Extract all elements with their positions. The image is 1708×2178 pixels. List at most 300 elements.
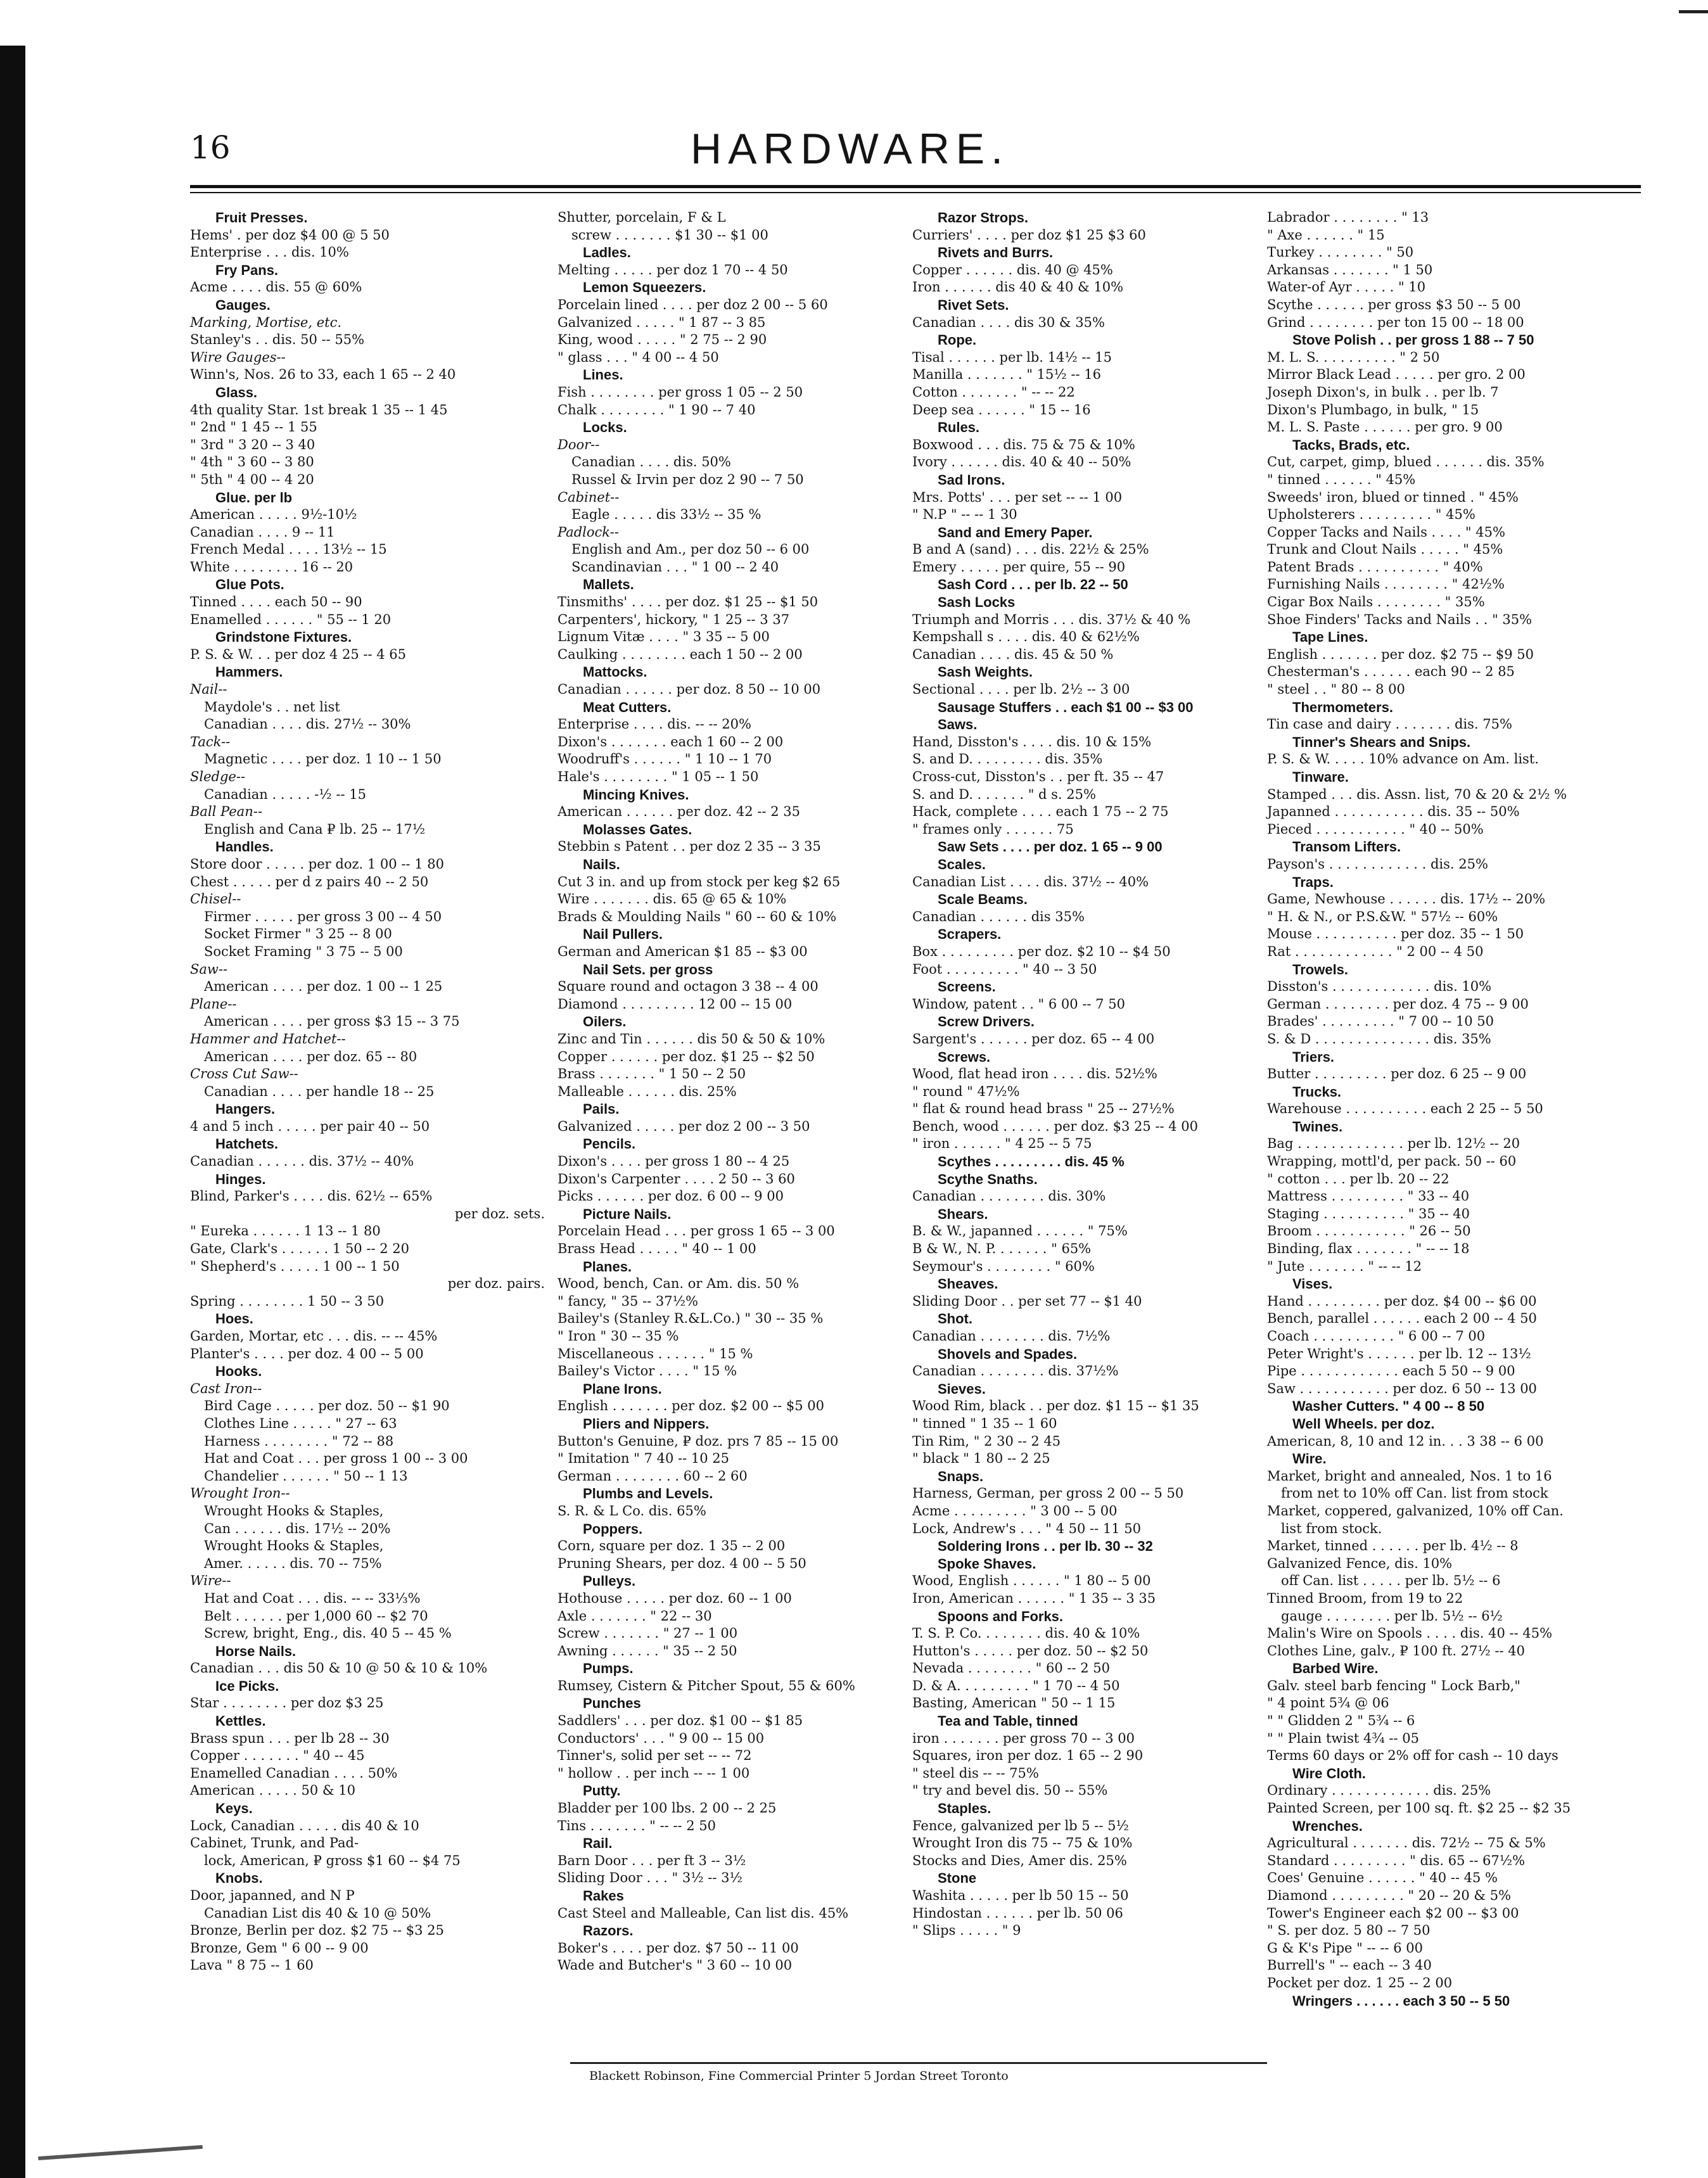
price-category-heading: Trowels.	[1292, 961, 1349, 978]
price-category-heading: Saw Sets . . . . per doz. 1 65 -- 9 00	[938, 839, 1163, 855]
price-category-heading: Hammers.	[215, 664, 283, 680]
price-entry: " Eureka . . . . . . 1 13 -- 1 80	[190, 1223, 381, 1239]
price-entry: Amer. . . . . . dis. 70 -- 75%	[204, 1555, 382, 1571]
price-entry: 4th quality Star. 1st break 1 35 -- 1 45	[190, 402, 448, 417]
price-category-heading: Tacks, Brads, etc.	[1292, 436, 1410, 453]
price-entry: Eagle . . . . . dis 33½ -- 35 %	[571, 507, 762, 523]
price-category-heading: Tinware.	[1292, 769, 1349, 785]
price-entry: Market, tinned . . . . . . per lb. 4½ -- 8	[1267, 1538, 1519, 1554]
price-category-heading: Pliers and Nippers.	[583, 1415, 710, 1432]
price-entry: Door--	[558, 436, 600, 452]
price-entry: lock, American, ₽ gross $1 60 -- $4 75	[204, 1852, 461, 1868]
price-entry: " cotton . . . per lb. 20 -- 22	[1267, 1171, 1450, 1187]
price-entry: Binding, flax . . . . . . . " -- -- 18	[1267, 1241, 1470, 1257]
price-entry: Canadian . . . . . . . . dis. 37½%	[912, 1363, 1119, 1379]
price-entry: Zinc and Tin . . . . . . dis 50 & 50 & 10%	[558, 1031, 825, 1047]
price-entry: Coes' Genuine . . . . . . " 40 -- 45 %	[1267, 1870, 1498, 1886]
price-category-heading: Tea and Table, tinned	[938, 1713, 1078, 1729]
price-entry: Winn's, Nos. 26 to 33, each 1 65 -- 2 40	[190, 367, 456, 383]
price-category-heading: Wire.	[1292, 1451, 1327, 1467]
page-number: 16	[190, 129, 231, 166]
price-entry: " black " 1 80 -- 2 25	[912, 1451, 1050, 1467]
price-category-heading: Putty.	[583, 1783, 621, 1799]
price-entry: American . . . . per gross $3 15 -- 3 75	[204, 1014, 460, 1029]
price-entry: Galvanized . . . . . per doz 2 00 -- 3 50	[558, 1118, 810, 1134]
price-entry: French Medal . . . . 13½ -- 15	[190, 542, 387, 557]
price-category-heading: Punches	[583, 1695, 641, 1712]
price-entry: Sectional . . . . per lb. 2½ -- 3 00	[912, 682, 1130, 697]
price-category-heading: Sieves.	[938, 1380, 986, 1397]
price-category-heading: Nail Sets. per gross	[583, 961, 713, 978]
price-entry: gauge . . . . . . . . per lb. 5½ -- 6½	[1281, 1608, 1503, 1624]
price-entry: Copper . . . . . . dis. 40 @ 45%	[912, 262, 1113, 277]
price-category-heading: Rail.	[583, 1835, 613, 1852]
price-entry: Tinned Broom, from 19 to 22	[1267, 1590, 1463, 1606]
price-entry: English and Am., per doz 50 -- 6 00	[571, 542, 810, 557]
price-entry: Scandinavian . . . " 1 00 -- 2 40	[571, 559, 779, 575]
price-category-heading: Pumps.	[583, 1660, 634, 1677]
price-entry: Bag . . . . . . . . . . . . . per lb. 12½ -- 20	[1267, 1136, 1520, 1152]
price-entry: Ivory . . . . . . dis. 40 & 40 -- 50%	[912, 454, 1131, 470]
price-entry: " try and bevel dis. 50 -- 55%	[912, 1783, 1108, 1799]
price-entry: Wrought Hooks & Staples,	[204, 1538, 384, 1554]
price-entry: Window, patent . . " 6 00 -- 7 50	[912, 996, 1125, 1012]
price-category-heading: Rules.	[938, 419, 980, 436]
price-entry: " steel . . " 80 -- 8 00	[1267, 682, 1405, 697]
price-entry: Arkansas . . . . . . . " 1 50	[1267, 262, 1433, 277]
price-category-heading: Glue. per lb	[215, 489, 293, 506]
price-entry: Lignum Vitæ . . . . " 3 35 -- 5 00	[558, 629, 770, 645]
price-entry: Market, coppered, galvanized, 10% off Can.	[1267, 1503, 1564, 1519]
price-entry: S. R. & L Co. dis. 65%	[558, 1503, 706, 1519]
price-entry: Boxwood . . . dis. 75 & 75 & 10%	[912, 436, 1135, 452]
price-entry: Lava " 8 75 -- 1 60	[190, 1958, 314, 1973]
price-category-heading: Spoke Shaves.	[938, 1555, 1036, 1572]
price-entry: American . . . . . 9½-10½	[190, 507, 357, 523]
price-entry: Peter Wright's . . . . . . per lb. 12 -- 13½	[1267, 1346, 1531, 1361]
price-entry: D. & A. . . . . . . . . " 1 70 -- 4 50	[912, 1678, 1120, 1693]
price-entry: Manilla . . . . . . . " 15½ -- 16	[912, 367, 1102, 383]
price-entry: Wood Rim, black . . per doz. $1 15 -- $1 35	[912, 1398, 1199, 1414]
price-category-heading: Picture Nails.	[583, 1206, 672, 1222]
price-entry: Pruning Shears, per doz. 4 00 -- 5 50	[558, 1555, 806, 1571]
price-entry: Diamond . . . . . . . . . 12 00 -- 15 00	[558, 996, 793, 1012]
price-entry: Japanned . . . . . . . . . . . dis. 35 -- 50%	[1267, 804, 1520, 820]
price-category-heading: Sash Weights.	[938, 664, 1033, 680]
price-category-heading: Horse Nails.	[215, 1643, 296, 1659]
price-entry: Tack--	[190, 734, 231, 749]
price-entry: Tins . . . . . . . " -- -- 2 50	[558, 1818, 716, 1833]
price-entry: Nail--	[190, 682, 227, 697]
price-entry: Dixon's Carpenter . . . . 2 50 -- 3 60	[558, 1171, 795, 1187]
price-entry: " Jute . . . . . . . " -- -- 12	[1267, 1258, 1422, 1274]
price-entry: " S. per doz. 5 80 -- 7 50	[1267, 1923, 1431, 1939]
price-entry: Miscellaneous . . . . . . " 15 %	[558, 1346, 753, 1361]
price-entry: Blind, Parker's . . . . dis. 62½ -- 65%	[190, 1188, 433, 1204]
price-entry: Barn Door . . . per ft 3 -- 3½	[558, 1852, 746, 1868]
price-entry: Harness, German, per gross 2 00 -- 5 50	[912, 1486, 1184, 1501]
price-entry: Canadian . . . . . . dis 35%	[912, 908, 1085, 924]
price-entry: Tower's Engineer each $2 00 -- $3 00	[1267, 1905, 1519, 1921]
price-entry: Pocket per doz. 1 25 -- 2 00	[1267, 1975, 1453, 1990]
price-entry: B. & W., japanned . . . . . . " 75%	[912, 1223, 1128, 1239]
price-entry: Canadian . . . . . -½ -- 15	[204, 786, 366, 802]
price-category-heading: Rakes	[583, 1888, 624, 1904]
price-entry: American . . . . . 50 & 10	[190, 1783, 355, 1799]
price-entry: Harness . . . . . . . . " 72 -- 88	[204, 1433, 394, 1449]
price-entry: Chandelier . . . . . . " 50 -- 1 13	[204, 1468, 408, 1484]
price-category-heading: Planes.	[583, 1258, 632, 1275]
price-category-heading: Pulleys.	[583, 1573, 636, 1589]
price-entry: Saw--	[190, 961, 228, 977]
price-entry: American . . . . per doz. 1 00 -- 1 25	[204, 979, 443, 995]
price-entry: Corn, square per doz. 1 35 -- 2 00	[558, 1538, 786, 1554]
price-entry: Staging . . . . . . . . . . " 35 -- 40	[1267, 1206, 1470, 1221]
price-entry: Screw, bright, Eng., dis. 40 5 -- 45 %	[204, 1626, 452, 1641]
price-entry: Disston's . . . . . . . . . . . . dis. 10%	[1267, 979, 1492, 995]
price-entry: off Can. list . . . . . per lb. 5½ -- 6	[1281, 1573, 1501, 1589]
price-entry: Sliding Door . . . " 3½ -- 3½	[558, 1870, 742, 1886]
price-entry: Stocks and Dies, Amer dis. 25%	[912, 1852, 1127, 1868]
price-entry: Enamelled Canadian . . . . 50%	[190, 1765, 398, 1781]
price-category-heading: Hatchets.	[215, 1136, 279, 1152]
price-entry: Patent Brads . . . . . . . . . . " 40%	[1267, 559, 1483, 575]
price-entry: Grind . . . . . . . . per ton 15 00 -- 18 00	[1267, 314, 1524, 330]
price-entry: Stanley's . . dis. 50 -- 55%	[190, 332, 365, 348]
price-entry: Joseph Dixon's, in bulk . . per lb. 7	[1267, 384, 1499, 400]
price-entry: Cabinet, Trunk, and Pad-	[190, 1835, 359, 1851]
header-rule	[190, 185, 1641, 188]
price-entry: Game, Newhouse . . . . . . dis. 17½ -- 20%	[1267, 891, 1546, 907]
price-entry: Gate, Clark's . . . . . . 1 50 -- 2 20	[190, 1241, 409, 1257]
price-entry: Can . . . . . . dis. 17½ -- 20%	[204, 1520, 391, 1536]
price-entry: Wrapping, mottl'd, per pack. 50 -- 60	[1267, 1154, 1517, 1169]
price-entry: B and A (sand) . . . dis. 22½ & 25%	[912, 542, 1149, 557]
price-entry: Canadian . . . . . . . . dis. 30%	[912, 1188, 1106, 1204]
price-category-heading: Sausage Stuffers . . each $1 00 -- $3 00	[938, 699, 1194, 715]
price-entry: Woodruff's . . . . . . " 1 10 -- 1 70	[558, 751, 772, 767]
price-entry: Cigar Box Nails . . . . . . . . " 35%	[1267, 594, 1485, 610]
price-entry: Ordinary . . . . . . . . . . . . dis. 25%	[1267, 1783, 1491, 1799]
price-entry: Carpenters', hickory, " 1 25 -- 3 37	[558, 611, 790, 627]
price-category-heading: Ice Picks.	[215, 1678, 279, 1694]
price-entry: Warehouse . . . . . . . . . . each 2 25 -- 5 50	[1267, 1101, 1543, 1117]
price-category-heading: Rivet Sets.	[938, 296, 1009, 313]
price-entry: Canadian . . . . . . per doz. 8 50 -- 10 00	[558, 682, 821, 697]
price-entry: " " Plain twist 4¾ -- 05	[1267, 1730, 1419, 1746]
price-entry: Market, bright and annealed, Nos. 1 to 16	[1267, 1468, 1552, 1484]
price-entry: " " Glidden 2 " 5¾ -- 6	[1267, 1713, 1415, 1729]
footer-rule	[570, 2062, 1267, 2064]
price-entry: Burrell's " -- each -- 3 40	[1267, 1958, 1432, 1973]
price-entry: Store door . . . . . per doz. 1 00 -- 1 80	[190, 856, 444, 872]
price-category-heading: Glass.	[215, 384, 258, 400]
price-entry: Hack, complete . . . . each 1 75 -- 2 75	[912, 804, 1169, 820]
price-entry: Bailey's Victor . . . . " 15 %	[558, 1363, 737, 1379]
price-entry: Hand . . . . . . . . . per doz. $4 00 -- $6 00	[1267, 1293, 1537, 1309]
price-category-heading: Ladles.	[583, 245, 631, 261]
price-entry: Star . . . . . . . . per doz $3 25	[190, 1695, 384, 1711]
price-entry: Kempshall s . . . . dis. 40 & 62½%	[912, 629, 1140, 645]
price-entry: Hutton's . . . . . per doz. 50 -- $2 50	[912, 1643, 1149, 1659]
price-category-heading: Razors.	[583, 1923, 634, 1939]
price-entry: Spring . . . . . . . . 1 50 -- 3 50	[190, 1293, 385, 1309]
price-entry: Wire . . . . . . . dis. 65 @ 65 & 10%	[558, 891, 787, 907]
price-entry: Triumph and Morris . . . dis. 37½ & 40 %	[912, 611, 1191, 627]
price-entry: Shoe Finders' Tacks and Nails . . " 35%	[1267, 611, 1533, 627]
price-entry: Conductors' . . . " 9 00 -- 15 00	[558, 1730, 765, 1746]
price-entry: American . . . . . . per doz. 42 -- 2 35	[558, 804, 800, 820]
price-entry: Tin case and dairy . . . . . . . dis. 75%	[1267, 716, 1512, 732]
scan-smudge	[38, 2145, 203, 2160]
price-category-heading: Gauges.	[215, 296, 271, 313]
price-entry: Wrought Iron dis 75 -- 75 & 10%	[912, 1835, 1133, 1851]
price-entry: German . . . . . . . . per doz. 4 75 -- 9 00	[1267, 996, 1529, 1012]
price-entry: Coach . . . . . . . . . . " 6 00 -- 7 00	[1267, 1328, 1486, 1344]
price-category-heading: Oilers.	[583, 1014, 627, 1030]
price-category-heading: Nail Pullers.	[583, 926, 663, 943]
price-category-heading: Saws.	[938, 716, 978, 733]
price-category-heading: Sash Locks	[938, 594, 1016, 611]
price-entry: Mrs. Potts' . . . per set -- -- 1 00	[912, 489, 1123, 505]
price-category-heading: Shears.	[938, 1206, 988, 1222]
price-entry: Rat . . . . . . . . . . . . " 2 00 -- 4 50	[1267, 943, 1484, 959]
price-entry: Malin's Wire on Spools . . . . dis. 40 -- 45%	[1267, 1626, 1553, 1641]
price-entry: Hems' . per doz $4 00 @ 5 50	[190, 227, 390, 243]
price-category-heading: Washer Cutters. " 4 00 -- 8 50	[1292, 1398, 1485, 1415]
price-entry: Chest . . . . . per d z pairs 40 -- 2 50	[190, 874, 429, 889]
price-entry: Socket Framing " 3 75 -- 5 00	[204, 943, 403, 959]
price-entry: per doz. sets.	[454, 1206, 545, 1221]
price-entry: Terms 60 days or 2% off for cash -- 10 days	[1267, 1748, 1558, 1764]
price-category-heading: Plane Irons.	[583, 1380, 662, 1397]
price-entry: Wade and Butcher's " 3 60 -- 10 00	[558, 1958, 793, 1973]
price-entry: Cast Steel and Malleable, Can list dis. 45%	[558, 1905, 849, 1921]
price-entry: Upholsterers . . . . . . . . . " 45%	[1267, 507, 1475, 523]
price-category-heading: Handles.	[215, 839, 274, 855]
price-entry: Cross Cut Saw--	[190, 1066, 298, 1082]
price-entry: Sargent's . . . . . . per doz. 65 -- 4 00	[912, 1031, 1155, 1047]
price-entry: Scythe . . . . . . per gross $3 50 -- 5 00	[1267, 296, 1521, 312]
price-entry: " 3rd " 3 20 -- 3 40	[190, 436, 315, 452]
price-entry: Screw . . . . . . . " 27 -- 1 00	[558, 1626, 738, 1641]
price-entry: Brass spun . . . per lb 28 -- 30	[190, 1730, 390, 1746]
price-entry: Firmer . . . . . per gross 3 00 -- 4 50	[204, 908, 442, 924]
price-entry: Ball Pean--	[190, 804, 262, 820]
price-entry: Mouse . . . . . . . . . . per doz. 35 -- 1 50	[1267, 926, 1524, 942]
price-category-heading: Plumbs and Levels.	[583, 1486, 713, 1502]
price-entry: " round " 47½%	[912, 1083, 1020, 1099]
price-entry: Lock, Canadian . . . . . dis 40 & 10	[190, 1818, 419, 1833]
price-category-heading: Fruit Presses.	[215, 210, 308, 226]
price-entry: Saddlers' . . . per doz. $1 00 -- $1 85	[558, 1713, 803, 1729]
price-entry: Hand, Disston's . . . . dis. 10 & 15%	[912, 734, 1152, 749]
price-entry: Diamond . . . . . . . . . " 20 -- 20 & 5%	[1267, 1888, 1512, 1903]
price-entry: Galvanized . . . . . " 1 87 -- 3 85	[558, 314, 766, 330]
price-category-heading: Well Wheels. per doz.	[1292, 1415, 1435, 1432]
price-entry: Mirror Black Lead . . . . . per gro. 2 00	[1267, 367, 1526, 383]
price-entry: Wood, bench, Can. or Am. dis. 50 %	[558, 1276, 800, 1292]
price-entry: Boker's . . . . per doz. $7 50 -- 11 00	[558, 1940, 799, 1956]
price-category-heading: Razor Strops.	[938, 210, 1029, 226]
price-entry: " Imitation " 7 40 -- 10 25	[558, 1451, 729, 1467]
price-category-heading: Triers.	[1292, 1048, 1335, 1065]
price-entry: Door, japanned, and N P	[190, 1888, 355, 1903]
price-category-heading: Barbed Wire.	[1292, 1660, 1379, 1677]
price-column-2	[558, 209, 912, 1973]
price-category-heading: Shot.	[938, 1311, 972, 1327]
price-entry: Hindostan . . . . . . per lb. 50 06	[912, 1905, 1123, 1921]
price-entry: " N.P " -- -- 1 30	[912, 507, 1017, 523]
price-entry: Maydole's . . net list	[204, 699, 340, 715]
price-entry: screw . . . . . . . $1 30 -- $1 00	[571, 227, 768, 243]
price-category-heading: Glue Pots.	[215, 576, 284, 593]
price-entry: Foot . . . . . . . . . " 40 -- 3 50	[912, 961, 1097, 977]
price-entry: Awning . . . . . . " 35 -- 2 50	[558, 1643, 737, 1659]
price-entry: Washita . . . . . per lb 50 15 -- 50	[912, 1888, 1129, 1903]
price-entry: Socket Firmer " 3 25 -- 8 00	[204, 926, 392, 942]
price-entry: Wood, English . . . . . . " 1 80 -- 5 00	[912, 1573, 1151, 1589]
price-entry: Deep sea . . . . . . " 15 -- 16	[912, 402, 1091, 417]
price-entry: Wire Gauges--	[190, 349, 286, 365]
price-category-heading: Wrenches.	[1292, 1818, 1363, 1834]
price-entry: Button's Genuine, ₽ doz. prs 7 85 -- 15 00	[558, 1433, 839, 1449]
price-entry: Belt . . . . . . per 1,000 60 -- $2 70	[204, 1608, 428, 1624]
price-category-heading: Sheaves.	[938, 1276, 998, 1292]
price-entry: " 5th " 4 00 -- 4 20	[190, 471, 314, 487]
price-category-heading: Scythe Snaths.	[938, 1171, 1038, 1187]
price-entry: 4 and 5 inch . . . . . per pair 40 -- 50	[190, 1118, 430, 1134]
price-entry: Sweeds' iron, blued or tinned . " 45%	[1267, 489, 1519, 505]
price-entry: Copper . . . . . . per doz. $1 25 -- $2 50	[558, 1048, 815, 1064]
price-entry: Rumsey, Cistern & Pitcher Spout, 55 & 60%	[558, 1678, 855, 1693]
price-entry: Tinned . . . . each 50 -- 90	[190, 594, 362, 610]
price-category-heading: Stone	[938, 1870, 977, 1887]
price-entry: Galv. steel barb fencing " Lock Barb,"	[1267, 1678, 1521, 1693]
price-entry: Hale's . . . . . . . . " 1 05 -- 1 50	[558, 769, 759, 784]
price-entry: " glass . . . " 4 00 -- 4 50	[558, 349, 719, 365]
price-category-heading: Nails.	[583, 856, 620, 872]
price-category-heading: Mattocks.	[583, 664, 647, 680]
price-category-heading: Mallets.	[583, 576, 634, 593]
price-entry: Canadian . . . . . . dis. 37½ -- 40%	[190, 1154, 414, 1169]
price-entry: Hat and Coat . . . per gross 1 00 -- 3 00	[204, 1451, 468, 1467]
price-entry: Bailey's (Stanley R.&L.Co.) " 30 -- 35 %	[558, 1311, 824, 1327]
price-entry: Bladder per 100 lbs. 2 00 -- 2 25	[558, 1800, 777, 1816]
price-column-4	[1267, 209, 1622, 2009]
price-entry: Marking, Mortise, etc.	[190, 314, 342, 330]
price-entry: Chesterman's . . . . . . each 90 -- 2 85	[1267, 664, 1515, 680]
price-entry: Wire--	[190, 1573, 231, 1589]
price-entry: Cut, carpet, gimp, blued . . . . . . dis. 35%	[1267, 454, 1545, 470]
price-entry: Clothes Line, galv., ₽ 100 ft. 27½ -- 40	[1267, 1643, 1526, 1659]
price-entry: S. & D . . . . . . . . . . . . . . dis. 35%	[1267, 1031, 1491, 1047]
price-entry: Trunk and Clout Nails . . . . . " 45%	[1267, 542, 1503, 557]
price-category-heading: Hooks.	[215, 1363, 262, 1380]
price-entry: P. S. & W. . . per doz 4 25 -- 4 65	[190, 646, 407, 662]
price-entry: Turkey . . . . . . . . " 50	[1267, 245, 1414, 260]
price-entry: Sliding Door . . per set 77 -- $1 40	[912, 1293, 1142, 1309]
price-category-heading: Scythes . . . . . . . . . dis. 45 %	[938, 1154, 1125, 1170]
price-entry: Squares, iron per doz. 1 65 -- 2 90	[912, 1748, 1144, 1764]
price-entry: Hothouse . . . . . per doz. 60 -- 1 00	[558, 1590, 792, 1606]
price-entry: Porcelain Head . . . per gross 1 65 -- 3 00	[558, 1223, 835, 1239]
price-category-heading: Lines.	[583, 367, 623, 383]
price-entry: Tinner's, solid per set -- -- 72	[558, 1748, 752, 1764]
price-entry: Picks . . . . . . per doz. 6 00 -- 9 00	[558, 1188, 784, 1204]
price-category-heading: Wire Cloth.	[1292, 1765, 1366, 1781]
price-entry: Wrought Hooks & Staples,	[204, 1503, 384, 1519]
price-entry: " fancy, " 35 -- 37½%	[558, 1293, 698, 1309]
price-entry: Hat and Coat . . . dis. -- -- 33⅓%	[204, 1590, 421, 1606]
price-entry: King, wood . . . . . " 2 75 -- 2 90	[558, 332, 767, 348]
price-entry: Broom . . . . . . . . . . . " 26 -- 50	[1267, 1223, 1471, 1239]
price-category-heading: Stove Polish . . per gross 1 88 -- 7 50	[1292, 332, 1534, 348]
price-entry: Standard . . . . . . . . . " dis. 65 -- 67½%	[1267, 1852, 1526, 1868]
price-entry: Payson's . . . . . . . . . . . . dis. 25%	[1267, 856, 1488, 872]
price-category-heading: Soldering Irons . . per lb. 30 -- 32	[938, 1538, 1153, 1555]
price-entry: Copper . . . . . . . " 40 -- 45	[190, 1748, 365, 1764]
price-entry: Dixon's . . . . per gross 1 80 -- 4 25	[558, 1154, 790, 1169]
price-category-heading: Staples.	[938, 1800, 991, 1817]
header-rule-thin	[190, 192, 1641, 193]
price-category-heading: Vises.	[1292, 1276, 1333, 1292]
price-entry: Malleable . . . . . . dis. 25%	[558, 1083, 737, 1099]
price-category-heading: Scrapers.	[938, 926, 1002, 943]
price-entry: Enterprise . . . . dis. -- -- 20%	[558, 716, 751, 732]
price-entry: Iron, American . . . . . . " 1 35 -- 3 35	[912, 1590, 1156, 1606]
price-category-heading: Fry Pans.	[215, 262, 279, 278]
price-entry: Bench, parallel . . . . . . each 2 00 -- 4 50	[1267, 1311, 1537, 1327]
price-entry: T. S. P. Co. . . . . . . . dis. 40 & 10%	[912, 1626, 1140, 1641]
price-category-heading: Molasses Gates.	[583, 821, 692, 837]
price-entry: Canadian . . . . dis 30 & 35%	[912, 314, 1105, 330]
price-entry: Saw . . . . . . . . . . . per doz. 6 50 -- 13 00	[1267, 1380, 1537, 1396]
price-entry: M. L. S. Paste . . . . . . per gro. 9 00	[1267, 419, 1503, 435]
price-entry: Butter . . . . . . . . . per doz. 6 25 -- 9 00	[1267, 1066, 1527, 1082]
price-entry: Pieced . . . . . . . . . . . " 40 -- 50%	[1267, 821, 1484, 837]
price-entry: Furnishing Nails . . . . . . . . " 42½%	[1267, 576, 1505, 592]
price-entry: Wood, flat head iron . . . . dis. 52½%	[912, 1066, 1157, 1082]
price-entry: Water-of Ayr . . . . . " 10	[1267, 279, 1426, 295]
price-entry: Chisel--	[190, 891, 241, 907]
price-entry: Galvanized Fence, dis. 10%	[1267, 1555, 1453, 1571]
price-entry: M. L. S. . . . . . . . . . " 2 50	[1267, 349, 1440, 365]
price-entry: " frames only . . . . . . 75	[912, 821, 1074, 837]
price-entry: American . . . . per doz. 65 -- 80	[204, 1048, 417, 1064]
price-category-heading: Hangers.	[215, 1101, 276, 1118]
page-title: HARDWARE.	[691, 125, 1010, 173]
price-entry: " 2nd " 1 45 -- 1 55	[190, 419, 317, 435]
price-category-heading: Meat Cutters.	[583, 699, 672, 715]
price-entry: " Axe . . . . . . " 15	[1267, 227, 1385, 243]
price-entry: Painted Screen, per 100 sq. ft. $2 25 -- $2 35	[1267, 1800, 1571, 1816]
price-entry: Fence, galvanized per lb 5 -- 5½	[912, 1818, 1129, 1833]
price-category-heading: Sand and Emery Paper.	[938, 524, 1093, 540]
price-entry: Cabinet--	[558, 489, 620, 505]
price-entry: Fish . . . . . . . . per gross 1 05 -- 2 50	[558, 384, 803, 400]
price-entry: German and American $1 85 -- $3 00	[558, 943, 808, 959]
price-entry: Russel & Irvin per doz 2 90 -- 7 50	[571, 471, 804, 487]
price-entry: Canadian . . . . dis. 27½ -- 30%	[204, 716, 411, 732]
price-column-1	[190, 209, 545, 1973]
price-entry: Canadian . . . . dis. 50%	[571, 454, 731, 470]
printer-imprint: Blackett Robinson, Fine Commercial Printer 5 Jordan Street Toronto	[589, 2069, 1009, 2083]
price-entry: Padlock--	[558, 524, 619, 540]
price-entry: English . . . . . . . per doz. $2 75 -- $9 50	[1267, 646, 1534, 662]
price-column-3	[912, 209, 1267, 1939]
price-entry: Wrought Iron--	[190, 1486, 290, 1501]
